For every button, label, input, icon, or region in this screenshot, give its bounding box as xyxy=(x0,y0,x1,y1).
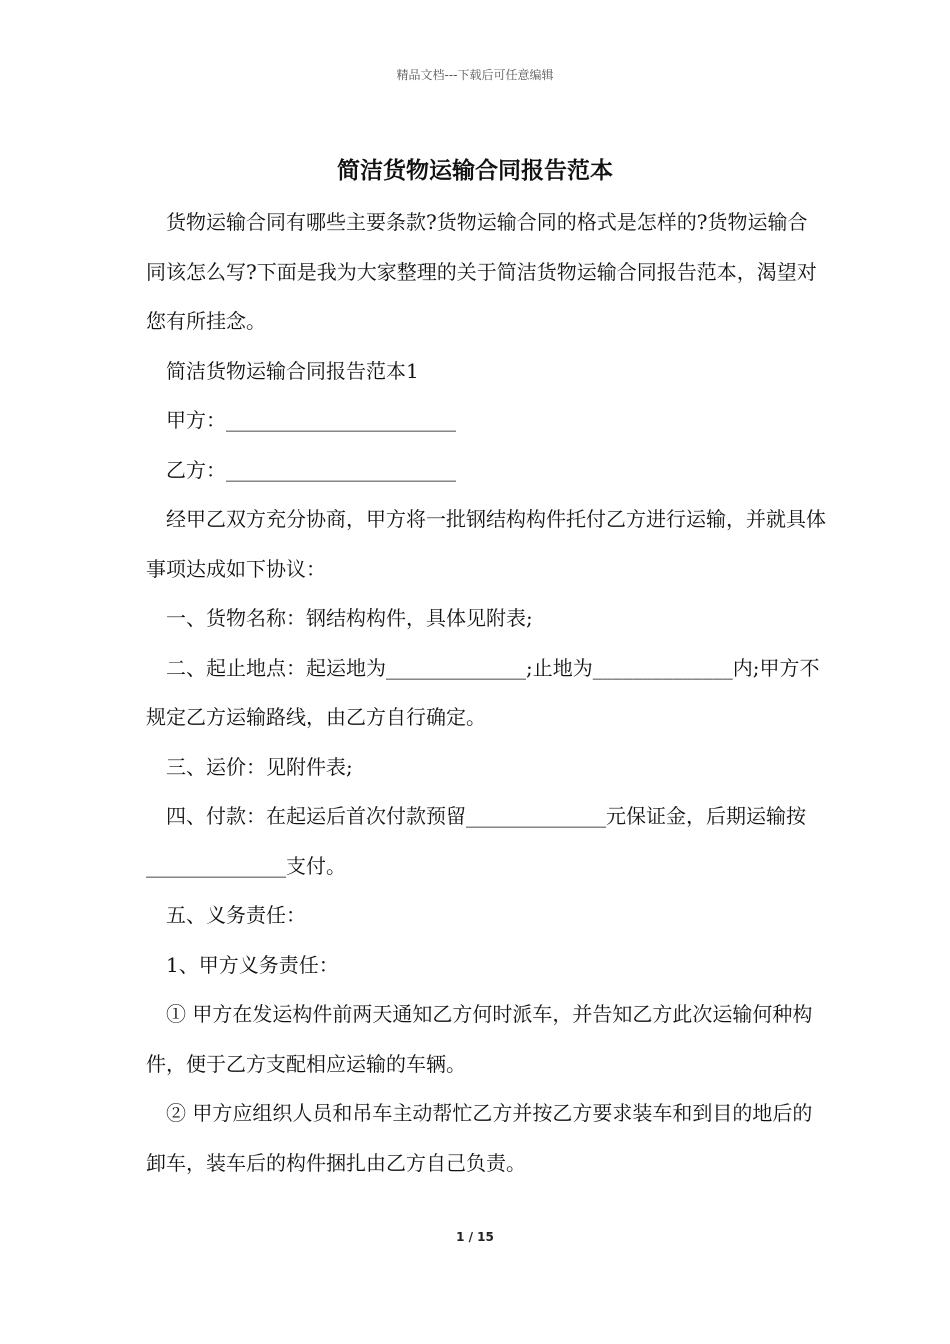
sub-party-a-obligations: 1、甲方义务责任： xyxy=(166,952,339,977)
clause-1: ① 甲方在发运构件前两天通知乙方何时派车，并告知乙方此次运输何种构件，便于乙方支配相应运输的车辆。 xyxy=(146,1002,813,1076)
party-b-line: 乙方：_______________________ xyxy=(166,457,456,482)
item-price: 三、运价：见附件表; xyxy=(166,754,353,779)
document-body xyxy=(146,198,826,1188)
party-a-line: 甲方：_______________________ xyxy=(166,408,456,432)
section-subtitle: 简洁货物运输合同报告范本1 xyxy=(166,358,419,383)
item-locations: 二、起止地点：起运地为______________;止地为______________内;甲方不规定乙方运输路线，由乙方自行确定。 xyxy=(146,655,820,729)
page-number: 1 / 15 xyxy=(456,1230,494,1244)
item-payment: 四、付款：在起运后首次付款预留______________元保证金，后期运输按______________支付。 xyxy=(146,804,806,878)
page-header: 精品文档---下载后可任意编辑 xyxy=(396,68,554,82)
intro-paragraph: 货物运输合同有哪些主要条款?货物运输合同的格式是怎样的?货物运输合同该怎么写?下面是我为大家整理的关于简洁货物运输合同报告范本，渴望对您有所挂念。 xyxy=(146,210,817,333)
item-obligations: 五、义务责任： xyxy=(166,903,306,927)
clause-2: ② 甲方应组织人员和吊车主动帮忙乙方并按乙方要求装车和到目的地后的卸车，装车后的构件捆扎由乙方自己负责。 xyxy=(146,1101,813,1175)
document-title: 简洁货物运输合同报告范本 xyxy=(337,158,613,184)
agreement-paragraph: 经甲乙双方充分协商，甲方将一批钢结构构件托付乙方进行运输，并就具体事项达成如下协议： xyxy=(146,507,826,581)
item-goods-name: 一、货物名称：钢结构构件，具体见附表; xyxy=(166,606,533,630)
